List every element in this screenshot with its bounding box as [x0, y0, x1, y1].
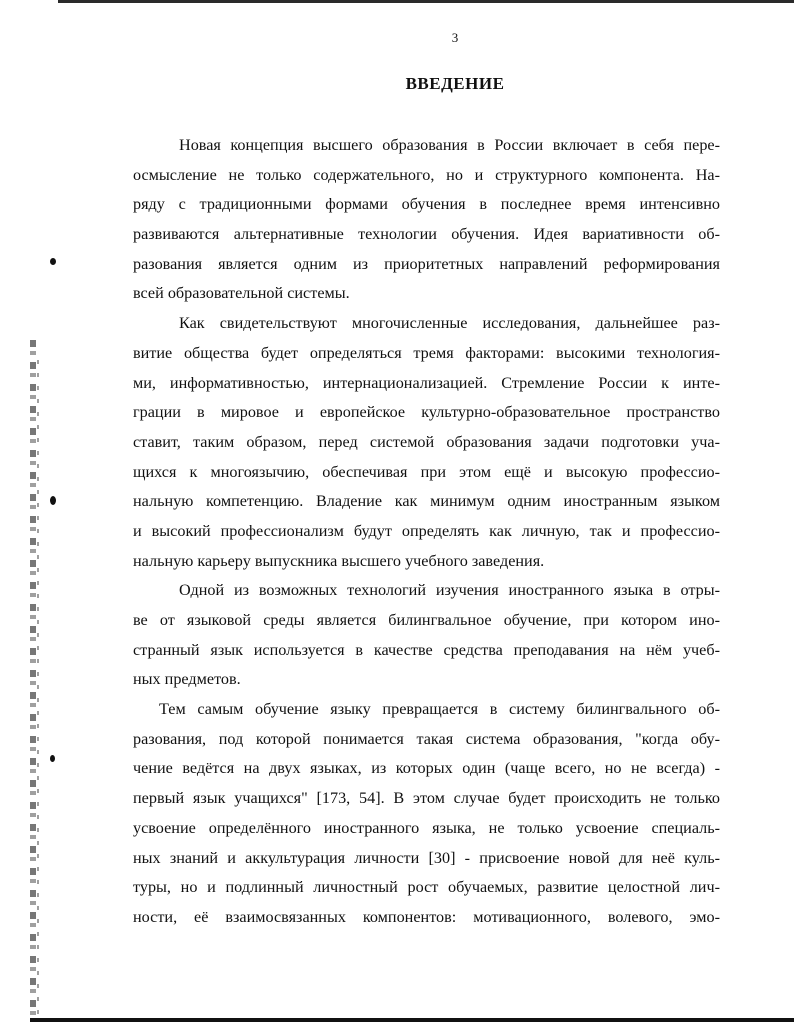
text-line: ных знаний и аккультурация личности [30] - присвоение новой для неё куль- — [133, 848, 720, 867]
text-line: щихся к многоязычию, обеспечивая при этом ещё и высокую профессио- — [133, 462, 720, 481]
text-line: всей образовательной системы. — [133, 284, 350, 303]
binding-hole-mark-2 — [50, 496, 56, 505]
binding-hole-mark-1 — [50, 258, 56, 265]
text-line: туры, но и подлинный личностный рост обучаемых, развитие целостной лич- — [133, 878, 720, 897]
scan-binding-edge — [30, 340, 36, 1020]
text-line: нальную компетенцию. Владение как минимум одним иностранным языком — [133, 492, 720, 511]
binding-hole-mark-3 — [50, 755, 55, 762]
text-line: ности, её взаимосвязанных компонентов: мотивационного, волевого, эмо- — [133, 907, 720, 926]
text-line: нальную карьеру выпускника высшего учебного заведения. — [133, 551, 545, 570]
text-line: разования, под которой понимается такая система образования, "когда обу- — [133, 729, 720, 748]
text-line: грации в мировое и европейское культурно-образовательное пространство — [133, 403, 720, 422]
text-line: усвоение определённого иностранного языка, не только усвоение специаль- — [133, 818, 720, 837]
text-line: ных предметов. — [133, 670, 241, 689]
text-line: Новая концепция высшего образования в России включает в себя пере- — [179, 136, 720, 154]
page-number: 3 — [451, 30, 459, 45]
text-line: чение ведётся на двух языках, из которых один (чаще всего, но не всегда) - — [133, 759, 720, 778]
text-line: и высокий профессионализм будут определять как личную, так и профессио- — [133, 521, 720, 540]
top-scan-rule — [58, 0, 794, 3]
scan-binding-edge-secondary — [37, 360, 39, 1020]
text-line: странный язык используется в качестве средства преподавания на нём учеб- — [133, 640, 720, 659]
text-line: первый язык учащихся" [173, 54]. В этом случае будет происходить не только — [133, 789, 720, 808]
page-title: ВВЕДЕНИЕ — [405, 74, 505, 93]
text-line: ряду с традиционными формами обучения в последнее время интенсивно — [133, 195, 720, 214]
text-line: Как свидетельствуют многочисленные исследования, дальнейшее раз- — [179, 314, 720, 333]
text-line: витие общества будет определяться тремя факторами: высокими технология- — [133, 343, 720, 362]
text-line: ве от языковой среды является билингвальное обучение, при котором ино- — [133, 611, 720, 629]
text-line: развиваются альтернативные технологии обучения. Идея вариативности об- — [133, 225, 720, 244]
text-line: ми, информативностью, интернационализацией. Стремление России к инте- — [133, 373, 720, 392]
text-line: разования является одним из приоритетных направлений реформирования — [133, 254, 720, 273]
text-line: осмысление не только содержательного, но и структурного компонента. На- — [133, 165, 720, 184]
bottom-scan-rule — [30, 1018, 794, 1022]
text-line: Одной из возможных технологий изучения иностранного языка в отры- — [179, 581, 720, 600]
text-line: ставит, таким образом, перед системой образования задачи подготовки уча- — [133, 432, 720, 451]
body-text — [133, 131, 720, 933]
text-line: Тем самым обучение языку превращается в систему билингвального об- — [159, 700, 720, 719]
